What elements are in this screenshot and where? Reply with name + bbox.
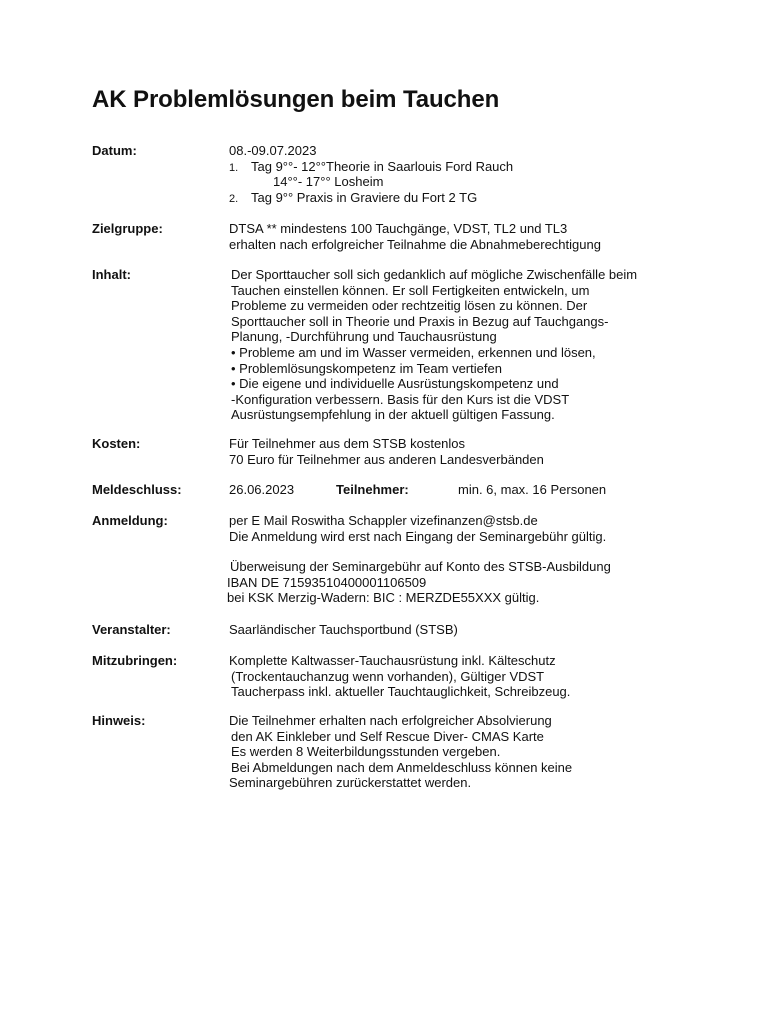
text-line: 70 Euro für Teilnehmer aus anderen Landesverbänden [229,451,544,467]
datum-item-1-text: Tag 9°°- 12°°Theorie in Saarlouis Ford Rauch [251,158,514,174]
text-line: Planung, -Durchführung und Tauchausrüstung [231,329,497,345]
datum-date: 08.-09.07.2023 [229,143,317,158]
bullet-line: • Probleme am und im Wasser vermeiden, erkennen und lösen, [231,344,596,360]
datum-item-1-cont: 14°°- 17°° Losheim [273,174,384,190]
anmeldung-label: Anmeldung: [92,513,168,528]
text-line: den AK Einkleber und Self Rescue Diver- CMAS Karte [231,728,544,744]
anmeldung-value [229,513,606,544]
text-line: Es werden 8 Weiterbildungsstunden vergeben. [231,744,501,760]
text-line: per E Mail Roswitha Schappler vizefinanzen@stsb.de [229,513,538,528]
text-line: -Konfiguration verbessern. Basis für den Kurs ist die VDST [231,391,570,407]
inhalt-label: Inhalt: [92,267,131,282]
bullet-line: • Die eigene und individuelle Ausrüstungskompetenz und [231,376,559,392]
datum-item-2-text: Tag 9°° Praxis in Graviere du Fort 2 TG [251,189,478,205]
datum-value [229,143,513,205]
meldeschluss-value: 26.06.2023 [229,482,295,497]
bullet-line: • Problemlösungskompetenz im Team vertiefen [231,360,502,376]
text-line: Bei Abmeldungen nach dem Anmeldeschluss können keine [231,759,573,775]
text-line: Der Sporttaucher soll sich gedanklich auf mögliche Zwischenfälle beim [231,267,638,282]
text-line: erhalten nach erfolgreicher Teilnahme die Abnahmeberechtigung [229,236,601,252]
hinweis-label: Hinweis: [92,713,146,728]
iban: IBAN DE 71593510400001106509 [227,574,427,590]
zielgruppe-label: Zielgruppe: [92,221,163,236]
text-line: Die Anmeldung wird erst nach Eingang der Seminargebühr gültig. [229,528,607,544]
mitzubringen-value [229,653,570,700]
mitzubringen-label: Mitzubringen: [92,653,178,668]
teilnehmer-label: Teilnehmer: [336,482,409,497]
meldeschluss-label: Meldeschluss: [92,482,182,497]
document-title: AK Problemlösungen beim Tauchen [92,86,500,113]
text-line: DTSA ** mindestens 100 Tauchgänge, VDST, TL2 und TL3 [229,221,568,236]
text-line: Taucherpass inkl. aktueller Tauchtauglichkeit, Schreibzeug. [231,684,571,700]
list-number: 2. [229,192,239,205]
text-line: Ausrüstungsempfehlung in der aktuell gültigen Fassung. [231,407,555,423]
veranstalter-value: Saarländischer Tauchsportbund (STSB) [229,622,458,637]
text-line: (Trockentauchanzug wenn vorhanden), Gültiger VDST [231,668,545,684]
text-line: Überweisung der Seminargebühr auf Konto des STSB-Ausbildung [230,559,611,574]
text-line: Komplette Kaltwasser-Tauchausrüstung inkl. Kälteschutz [229,653,556,668]
list-number: 1. [229,161,239,174]
text-line: Für Teilnehmer aus dem STSB kostenlos [229,436,466,451]
text-line: Probleme zu vermeiden oder rechtzeitig lösen zu können. Der [231,298,588,314]
datum-item-1 [229,159,513,175]
kosten-label: Kosten: [92,436,141,451]
bic: bei KSK Merzig-Wadern: BIC : MERZDE55XXX gültig. [227,590,540,606]
kosten-value [229,436,544,467]
datum-label: Datum: [92,143,137,158]
datum-item-2 [229,190,513,206]
text-line: Tauchen einstellen können. Er soll Fertigkeiten entwickeln, um [231,282,590,298]
hinweis-value [229,713,572,791]
veranstalter-label: Veranstalter: [92,622,171,637]
zielgruppe-value [229,221,601,252]
text-line: Sporttaucher soll in Theorie und Praxis in Bezug auf Tauchgangs- [231,313,609,329]
inhalt-value [231,267,637,423]
anmeldung-bank-details [227,559,611,606]
text-line: Seminargebühren zurückerstattet werden. [229,775,472,791]
text-line: Die Teilnehmer erhalten nach erfolgreicher Absolvierung [229,713,552,728]
teilnehmer-value: min. 6, max. 16 Personen [458,482,607,497]
